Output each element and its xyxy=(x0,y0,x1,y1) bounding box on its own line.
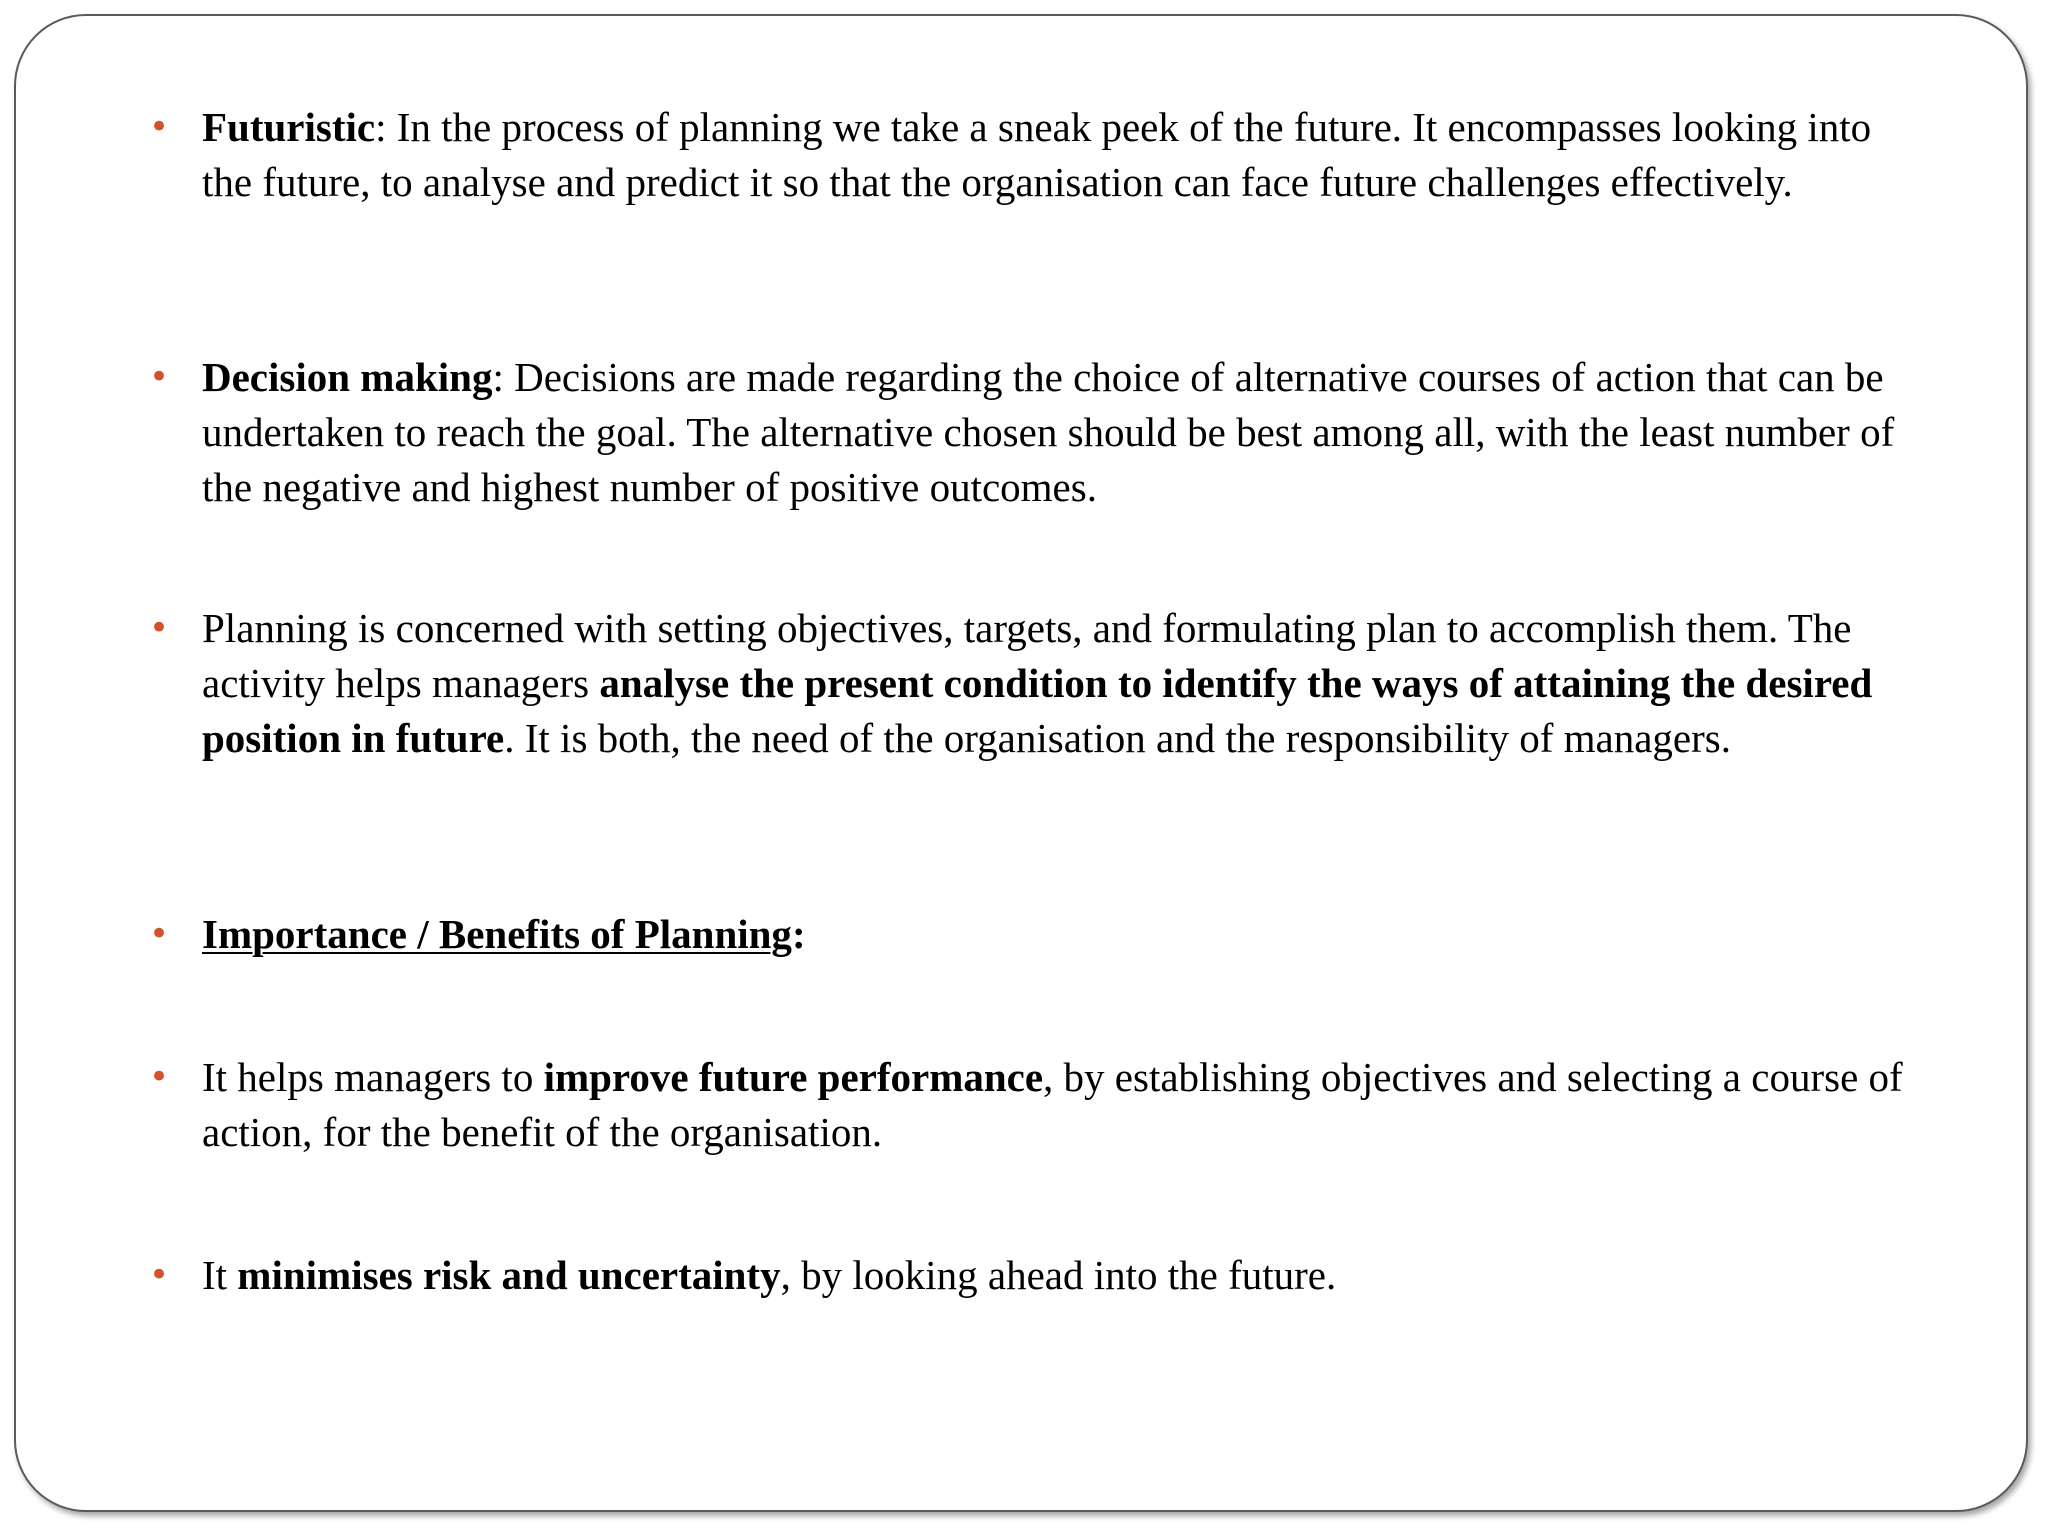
bullet-dot-icon: • xyxy=(148,1255,170,1295)
section-heading: Importance / Benefits of Planning xyxy=(202,911,792,957)
bullet-text-bold: analyse the present condition to identify the ways of attaining the desired position in future xyxy=(202,660,1873,761)
bullet-improve-performance xyxy=(148,1050,1922,1160)
bullet-dot-icon: • xyxy=(148,357,170,397)
bullet-dot-icon: • xyxy=(148,608,170,648)
bullet-text-bold: minimises risk and uncertainty xyxy=(237,1252,781,1298)
bullet-dot-icon: • xyxy=(148,107,170,147)
bullet-futuristic xyxy=(148,100,1922,210)
bullet-separator: : xyxy=(375,104,387,150)
bullet-text-post: , by looking ahead into the future. xyxy=(780,1252,1337,1298)
bullet-separator: : xyxy=(492,354,504,400)
bullet-minimises-risk xyxy=(148,1248,1922,1303)
bullet-dot-icon: • xyxy=(148,914,170,954)
bullet-text-pre: It xyxy=(202,1252,238,1298)
bullet-term: Futuristic xyxy=(202,104,376,150)
bullet-text-bold: improve future performance xyxy=(543,1054,1044,1100)
bullet-text-pre: It helps managers to xyxy=(202,1054,544,1100)
bullet-importance-heading xyxy=(148,907,1922,962)
bullet-text: In the process of planning we take a sneak peek of the future. It encompasses looking into the future, to analyse and predict it so that the organisation can face future challenges effectively. xyxy=(202,104,1872,205)
bullet-text-post: , by establishing objectives and selecting a course of action, for the benefit of the organisation. xyxy=(202,1054,1903,1155)
bullet-text-pre: Planning is concerned with setting objectives, targets, and formulating plan to accomplish them. The activity helps managers xyxy=(202,605,1852,706)
bullet-text: Decisions are made regarding the choice of alternative courses of action that can be undertaken to reach the goal. The alternative chosen should be best among all, with the least number of the negative and highest number of positive outcomes. xyxy=(202,354,1895,510)
bullet-planning-concern xyxy=(148,601,1922,766)
bullet-decision-making xyxy=(148,350,1922,515)
heading-separator: : xyxy=(791,911,806,957)
bullet-term: Decision making xyxy=(202,354,493,400)
bullet-text-post: . It is both, the need of the organisation and the responsibility of managers. xyxy=(504,715,1731,761)
bullet-dot-icon: • xyxy=(148,1057,170,1097)
